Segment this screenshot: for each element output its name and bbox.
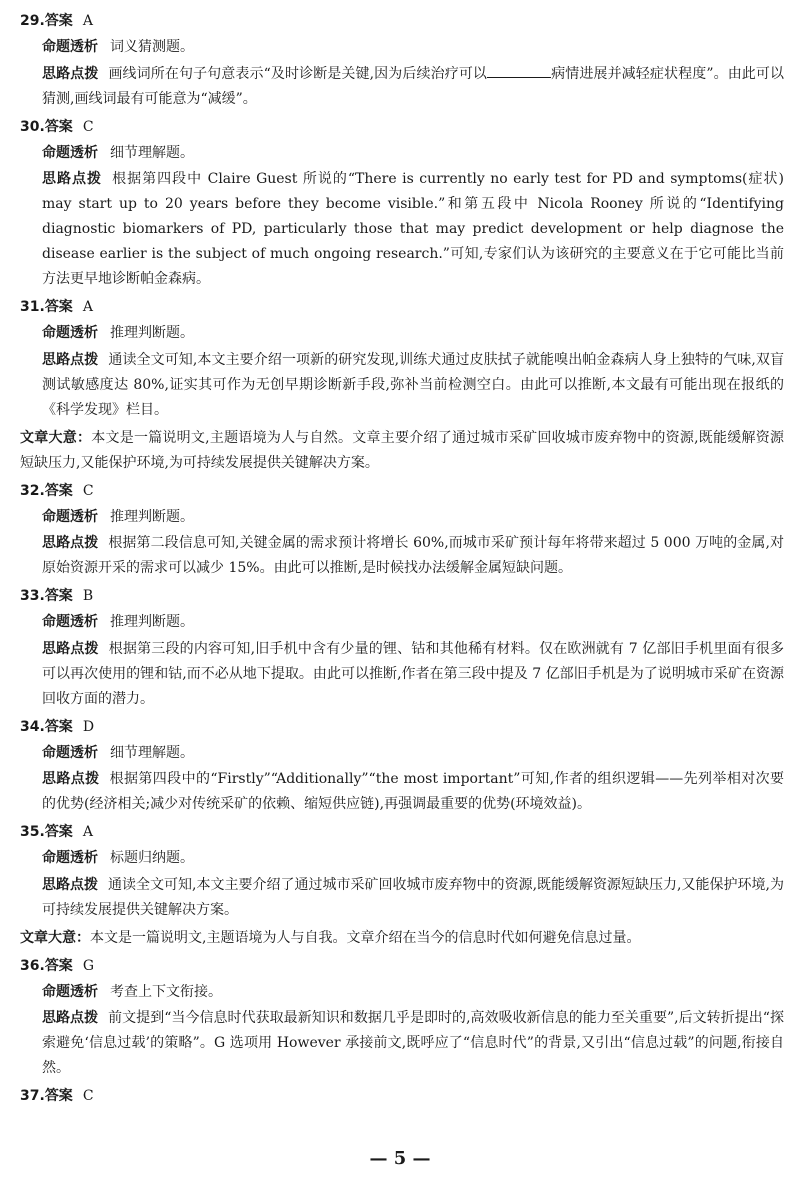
question-35-hint: [20, 873, 784, 923]
type-text: 标题归纳题。: [110, 850, 194, 866]
type-text: 细节理解题。: [110, 744, 194, 761]
hint-label: 思路点拨: [42, 876, 99, 893]
question-32-hint: [20, 531, 784, 581]
hint-text: 通读全文可知,本文主要介绍了通过城市采矿回收城市废弃物中的资源,既能缓解资源短缺压力,又能保护环境,为可持续发展提供关键解决方案。: [42, 876, 784, 918]
answer-value: C: [82, 1088, 94, 1104]
answer-label: 答案: [44, 13, 73, 29]
passage-summary-2: [20, 926, 784, 951]
question-29-heading: [20, 9, 784, 33]
question-30-heading: [20, 115, 784, 139]
answer-value: C: [82, 482, 94, 499]
answer-label: 答案: [44, 588, 73, 604]
answer-label: 答案: [44, 118, 73, 135]
summary-label: 文章大意：: [20, 429, 92, 446]
hint-label: 思路点拨: [42, 351, 99, 368]
question-32-type: [20, 505, 784, 530]
hint-label: 思路点拨: [42, 1010, 99, 1026]
question-36-hint: [20, 1006, 784, 1081]
hint-label: 思路点拨: [42, 171, 103, 187]
question-number: 32.: [20, 482, 45, 499]
answer-value: A: [82, 13, 93, 29]
hint-text: 通读全文可知,本文主要介绍一项新的研究发现,训练犬通过皮肤拭子就能嗅出帕金森病人身上独特的气味,双盲测试敏感度达 80%,证实其可作为无创早期诊断新手段,弥补当前检测空白。由此可以推断,本文最有可能出现在报纸的《科学发现》栏目。: [42, 351, 784, 418]
type-label: 命题透析: [42, 144, 98, 161]
answer-label: 答案: [44, 299, 73, 315]
question-30-hint: [20, 167, 784, 292]
type-label: 命题透析: [42, 39, 98, 55]
summary-text: 本文是一篇说明文,主题语境为人与自然。文章主要介绍了通过城市采矿回收城市废弃物中的资源,既能缓解资源短缺压力,又能保护环境,为可持续发展提供关键解决方案。: [20, 429, 784, 471]
answer-label: 答案: [44, 957, 73, 974]
question-36-type: [20, 980, 784, 1005]
question-number: 33.: [20, 588, 45, 604]
summary-label: 文章大意：: [20, 929, 90, 946]
summary-text: 本文是一篇说明文,主题语境为人与自我。文章介绍在当今的信息时代如何避免信息过量。: [90, 929, 641, 946]
type-label: 命题透析: [42, 325, 98, 341]
hint-label: 思路点拨: [42, 535, 99, 551]
type-label: 命题透析: [42, 614, 98, 630]
question-31-hint: [20, 348, 784, 423]
type-label: 命题透析: [42, 983, 98, 1000]
hint-label: 思路点拨: [42, 65, 99, 82]
type-text: 推理判断题。: [110, 614, 194, 630]
question-29-hint: [20, 62, 784, 112]
question-number: 36.: [20, 957, 45, 974]
question-32-heading: [20, 479, 784, 503]
hint-text-part1: 画线词所在句子句意表示“及时诊断是关键,因为后续治疗可以: [108, 65, 488, 82]
answer-label: 答案: [44, 718, 73, 735]
question-33-heading: [20, 584, 784, 608]
answer-value: B: [82, 588, 94, 604]
type-label: 命题透析: [42, 850, 98, 866]
question-31-heading: [20, 295, 784, 319]
question-number: 37.: [20, 1088, 45, 1104]
type-label: 命题透析: [42, 744, 98, 761]
question-34-type: [20, 741, 784, 766]
question-number: 35.: [20, 824, 45, 840]
fill-blank: [487, 63, 551, 78]
hint-text: 根据第三段的内容可知,旧手机中含有少量的锂、钴和其他稀有材料。仅在欧洲就有 7 亿部旧手机里面有很多可以再次使用的锂和钴,而不必从地下提取。由此可以推断,作者在第三段中提及 7 亿部旧手机是为了说明城市采矿在资源回收方面的潜力。: [42, 640, 784, 707]
hint-label: 思路点拨: [42, 640, 99, 657]
question-29-type: [20, 35, 784, 60]
question-number: 31.: [20, 299, 45, 315]
question-35-heading: [20, 820, 784, 844]
question-34-heading: [20, 715, 784, 739]
page-number: — 5 —: [369, 1148, 431, 1169]
question-number: 29.: [20, 13, 45, 29]
type-text: 推理判断题。: [110, 325, 194, 341]
type-text: 细节理解题。: [110, 144, 194, 161]
answer-value: G: [82, 957, 94, 974]
question-30-type: [20, 141, 784, 166]
type-text: 词义猜测题。: [110, 39, 194, 55]
type-text: 推理判断题。: [110, 508, 194, 525]
hint-text: 根据第二段信息可知,关键金属的需求预计将增长 60%,而城市采矿预计每年将带来超过 5 000 万吨的金属,对原始资源开采的需求可以减少 15%。由此可以推断,是时候找办法缓解金属短缺问题。: [42, 535, 784, 576]
answer-value: A: [82, 299, 93, 315]
answer-label: 答案: [44, 1088, 73, 1104]
hint-text: 前文提到“当今信息时代获取最新知识和数据几乎是即时的,高效吸收新信息的能力至关重要”,后文转折提出“探索避免‘信息过载’的策略”。G 选项用 However 承接前文,既呼应了“信息时代”的背景,又引出“信息过载”的问题,衔接自然。: [42, 1010, 784, 1076]
question-number: 34.: [20, 718, 45, 735]
question-31-type: [20, 321, 784, 346]
answer-value: C: [82, 118, 94, 135]
answer-value: A: [82, 824, 93, 840]
question-33-hint: [20, 637, 784, 712]
question-34-hint: [20, 767, 784, 817]
question-37-heading: [20, 1084, 784, 1108]
question-33-type: [20, 610, 784, 635]
type-label: 命题透析: [42, 508, 98, 525]
type-text: 考查上下文衔接。: [110, 983, 222, 1000]
passage-summary-1: [20, 426, 784, 476]
question-35-type: [20, 846, 784, 871]
answer-label: 答案: [44, 824, 73, 840]
hint-label: 思路点拨: [42, 771, 100, 787]
hint-text-part2: 病情进展并减轻症状程度”。由此可以猜测,画线词最有可能意为“减缓”。: [42, 65, 785, 107]
question-36-heading: [20, 954, 784, 978]
answer-value: D: [82, 718, 95, 735]
answer-label: 答案: [44, 482, 73, 499]
question-number: 30.: [20, 118, 45, 135]
hint-text: 根据第四段中的“Firstly”“Additionally”“the most important”可知,作者的组织逻辑——先列举相对次要的优势(经济相关;减少对传统采矿的依赖、缩短供应链),再强调最重要的优势(环境效益)。: [42, 771, 785, 812]
hint-text: 根据第四段中 Claire Guest 所说的“There is currently no early test for PD and symptoms(症状) may start up to 20 years before they become visible.”和第五段中 Nicola Rooney 所说的“Identifying diagnostic biomarkers of PD, particularly those that may predict development or help diagnose the disease earlier is the subject of much ongoing research.”可知,专家们认为该研究的主要意义在于它可能比当前方法更早地诊断帕金森病。: [42, 171, 784, 287]
